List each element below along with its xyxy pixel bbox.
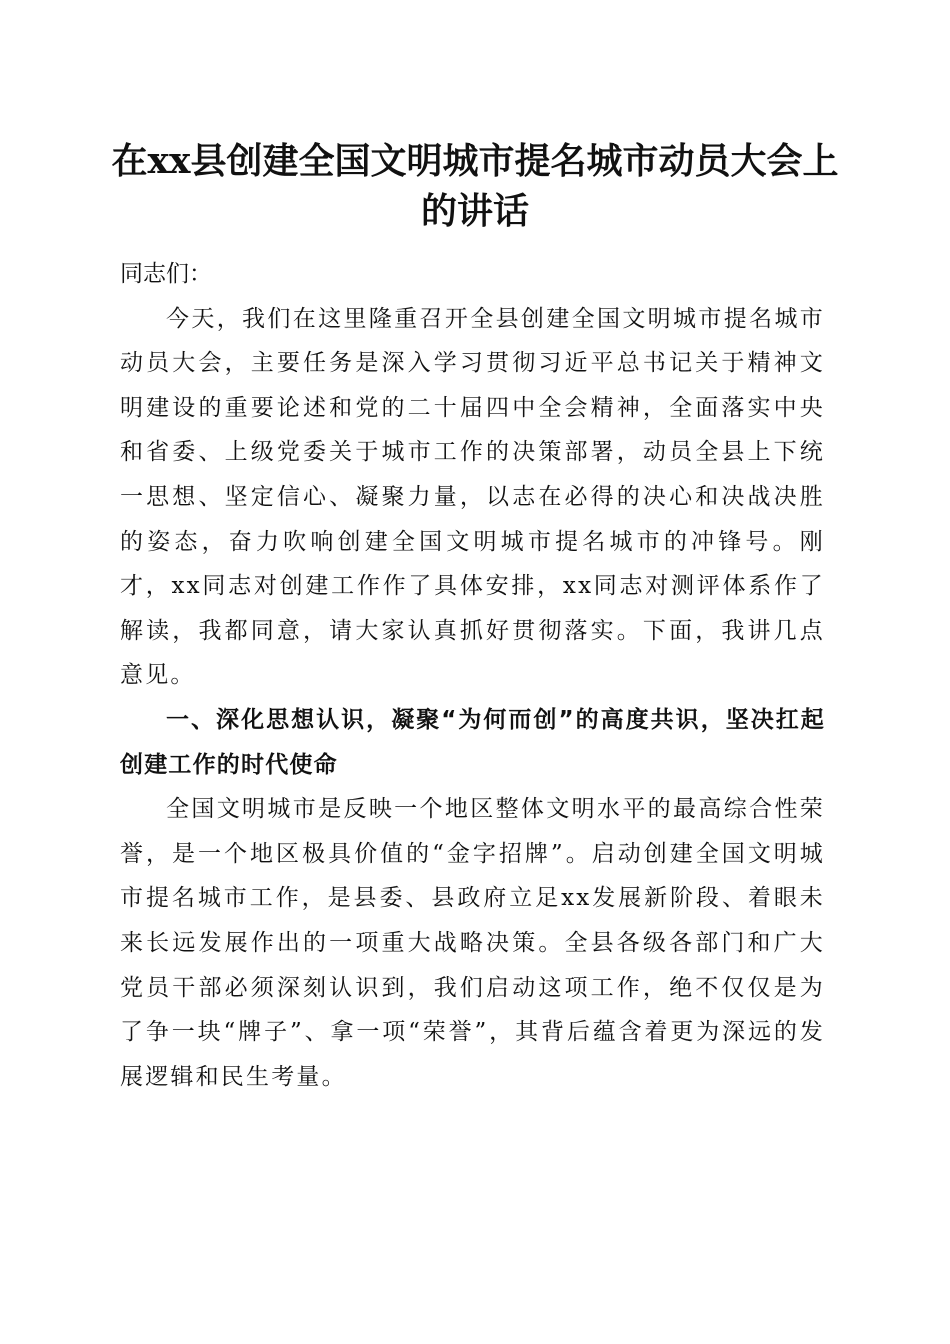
- section-1-paragraph: 全国文明城市是反映一个地区整体文明水平的最高综合性荣誉，是一个地区极具价值的“金字招牌”。启动创建全国文明城市提名城市工作，是县委、县政府立足xx发展新阶段、着眼未来长远发展作出的一项重大战略决策。全县各级各部门和广大党员干部必须深刻认识到，我们启动这项工作，绝不仅仅是为了争一块“牌子”、拿一项“荣誉”，其背后蕴含着更为深远的发展逻辑和民生考量。: [120, 796, 825, 1090]
- document-title: 在xx县创建全国文明城市提名城市动员大会上的讲话: [111, 140, 839, 232]
- opening-paragraph: 今天，我们在这里隆重召开全县创建全国文明城市提名城市动员大会，主要任务是深入学习贯彻习近平总书记关于精神文明建设的重要论述和党的二十届四中全会精神，全面落实中央和省委、上级党委关于城市工作的决策部署，动员全县上下统一思想、坚定信心、凝聚力量，以志在必得的决心和决战决胜的姿态，奋力吹响创建全国文明城市提名城市的冲锋号。刚才，xx同志对创建工作作了具体安排，xx同志对测评体系作了解读，我都同意，请大家认真抓好贯彻落实。下面，我讲几点意见。: [120, 305, 825, 689]
- section-heading-1: 一、深化思想认识，凝聚“为何而创”的高度共识，坚决扛起创建工作的时代使命: [120, 706, 825, 778]
- salutation: 同志们：: [120, 261, 212, 287]
- document-body: [120, 252, 825, 1099]
